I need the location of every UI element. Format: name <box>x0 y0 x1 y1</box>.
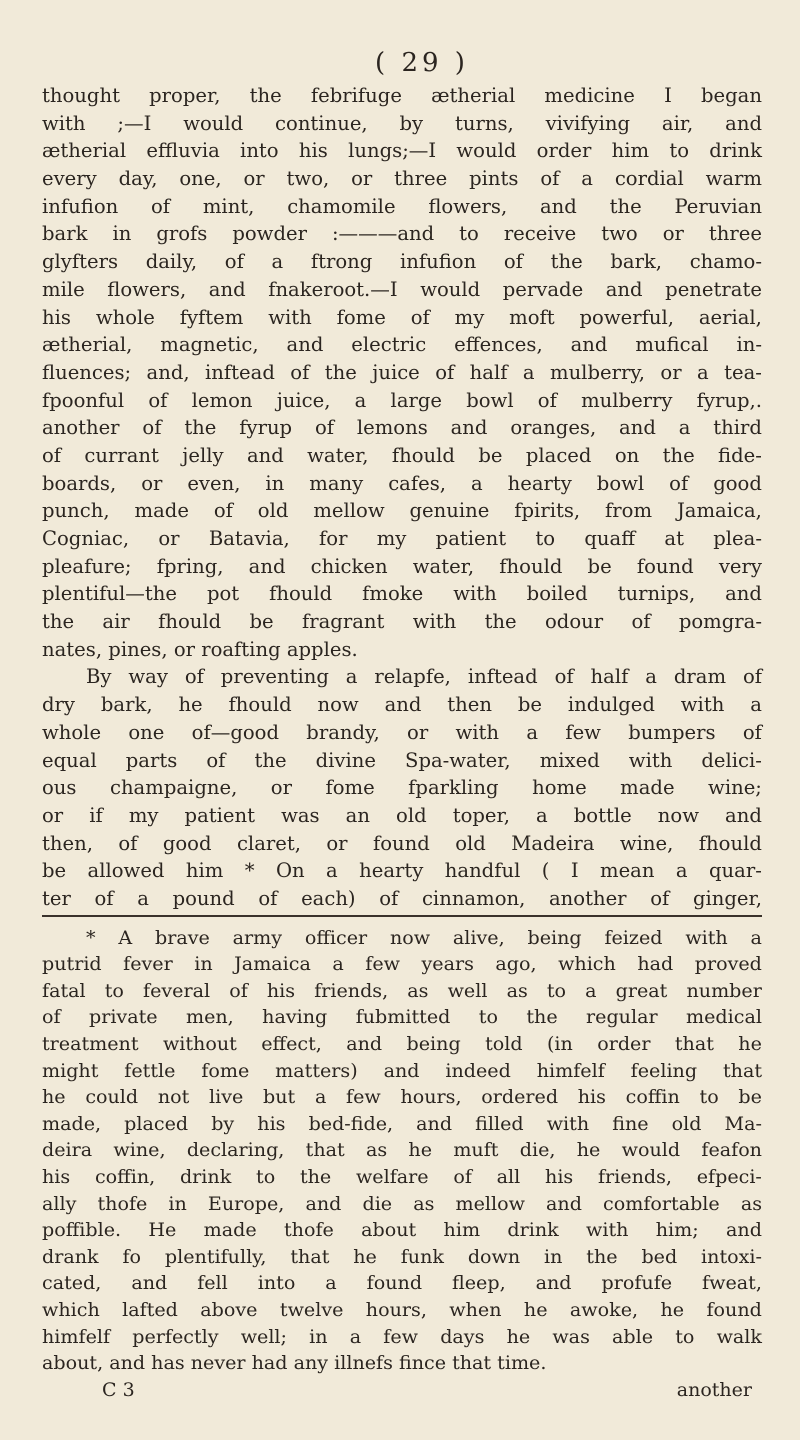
text-line: nates, pines, or roafting apples. <box>42 637 358 661</box>
text-line: ætherial, magnetic, and electric effences, and mufical in- <box>42 333 762 357</box>
footnote-line: of private men, having fubmitted to the regular medical <box>42 1005 762 1029</box>
footnote-line: himfelf perfectly well; in a few days he was able to walk <box>42 1324 762 1348</box>
footnote-line: about, and has never had any illnefs fince that time. <box>42 1351 547 1375</box>
footnote-line: might fettle fome matters) and indeed himfelf feeling that <box>42 1058 762 1082</box>
text-line: By way of preventing a relapfe, inftead of half a dram of <box>86 665 762 689</box>
text-line: punch, made of old mellow genuine fpirits, from Jamaica, <box>42 499 762 523</box>
footnote-rule <box>42 915 762 925</box>
text-line: the air fhould be fragrant with the odour of pomgra- <box>42 610 762 634</box>
footnote-line: poffible. He made thofe about him drink with him; and <box>42 1218 762 1242</box>
signature-mark: C 3 <box>102 1378 135 1401</box>
footnote-line: putrid fever in Jamaica a few years ago, which had proved <box>42 952 762 976</box>
text-line: fpoonful of lemon juice, a large bowl of mulberry fyrup,. <box>42 388 762 412</box>
footnote-line: treatment without effect, and being told (in order that he <box>42 1032 762 1055</box>
catchword: another <box>676 1378 752 1401</box>
text-line: plentiful—the pot fhould fmoke with boiled turnips, and <box>42 582 762 606</box>
text-line: Cogniac, or Batavia, for my patient to quaff at plea- <box>42 527 762 550</box>
footnote-line: drank fo plentifully, that he funk down in the bed intoxi- <box>42 1244 762 1268</box>
text-line: mile flowers, and fnakeroot.—I would pervade and penetrate <box>42 277 762 301</box>
text-line: boards, or even, in many cafes, a hearty bowl of good <box>42 471 762 495</box>
text-line: every day, one, or two, or three pints of a cordial warm <box>42 167 762 191</box>
text-line: or if my patient was an old toper, a bottle now and <box>42 803 762 827</box>
page-number: ( 29 ) <box>375 48 469 78</box>
text-line: fluences; and, inftead of the juice of half a mulberry, or a tea- <box>42 360 762 384</box>
text-line: another of the fyrup of lemons and oranges, and a third <box>42 416 762 440</box>
text-line: be allowed him * On a hearty handful ( I mean a quar- <box>42 859 762 883</box>
text-line: then, of good claret, or found old Madeira wine, fhould <box>42 831 762 855</box>
text-line: of currant jelly and water, fhould be placed on the fide- <box>42 443 762 467</box>
footnote-line: his coffin, drink to the welfare of all his friends, efpeci- <box>42 1164 762 1188</box>
footnote-line: he could not live but a few hours, ordered his coffin to be <box>42 1085 762 1109</box>
text-line: equal parts of the divine Spa-water, mixed with delici- <box>42 748 762 772</box>
text-line: ætherial effluvia into his lungs;—I would order him to drink <box>42 139 762 163</box>
text-line: ter of a pound of each) of cinnamon, another of ginger, <box>42 886 762 910</box>
text-line: infufion of mint, chamomile flowers, and the Peruvian <box>42 194 762 218</box>
text-line: pleafure; fpring, and chicken water, fhould be found very <box>42 554 762 578</box>
footnote-line: ally thofe in Europe, and die as mellow and comfortable as <box>42 1191 762 1215</box>
text-line: thought proper, the febrifuge ætherial medicine I began <box>42 84 762 107</box>
main-text <box>42 82 762 913</box>
footnote-line: which lafted above twelve hours, when he awoke, he found <box>42 1297 762 1321</box>
text-line: ous champaigne, or fome fparkling home made wine; <box>42 776 762 800</box>
footnote-line: made, placed by his bed-fide, and filled with fine old Ma- <box>42 1111 762 1135</box>
text-line: glyfters daily, of a ftrong infufion of the bark, chamo- <box>42 250 762 274</box>
text-line: with ;—I would continue, by turns, vivifying air, and <box>42 111 762 135</box>
footnote <box>42 925 762 1377</box>
text-line: whole one of—good brandy, or with a few bumpers of <box>42 720 762 744</box>
text-line: dry bark, he fhould now and then be indulged with a <box>42 693 762 717</box>
footnote-line: * A brave army officer now alive, being feized with a <box>86 925 762 949</box>
footnote-line: deira wine, declaring, that as he muft die, he would feafon <box>42 1138 762 1162</box>
text-line: bark in grofs powder :———and to receive two or three <box>42 222 762 246</box>
footnote-line: cated, and fell into a found fleep, and profufe fweat, <box>42 1271 762 1295</box>
text-line: his whole fyftem with fome of my moft powerful, aerial, <box>42 305 762 329</box>
page-footer <box>42 1377 762 1403</box>
footnote-line: fatal to feveral of his friends, as well as to a great number <box>42 978 762 1002</box>
